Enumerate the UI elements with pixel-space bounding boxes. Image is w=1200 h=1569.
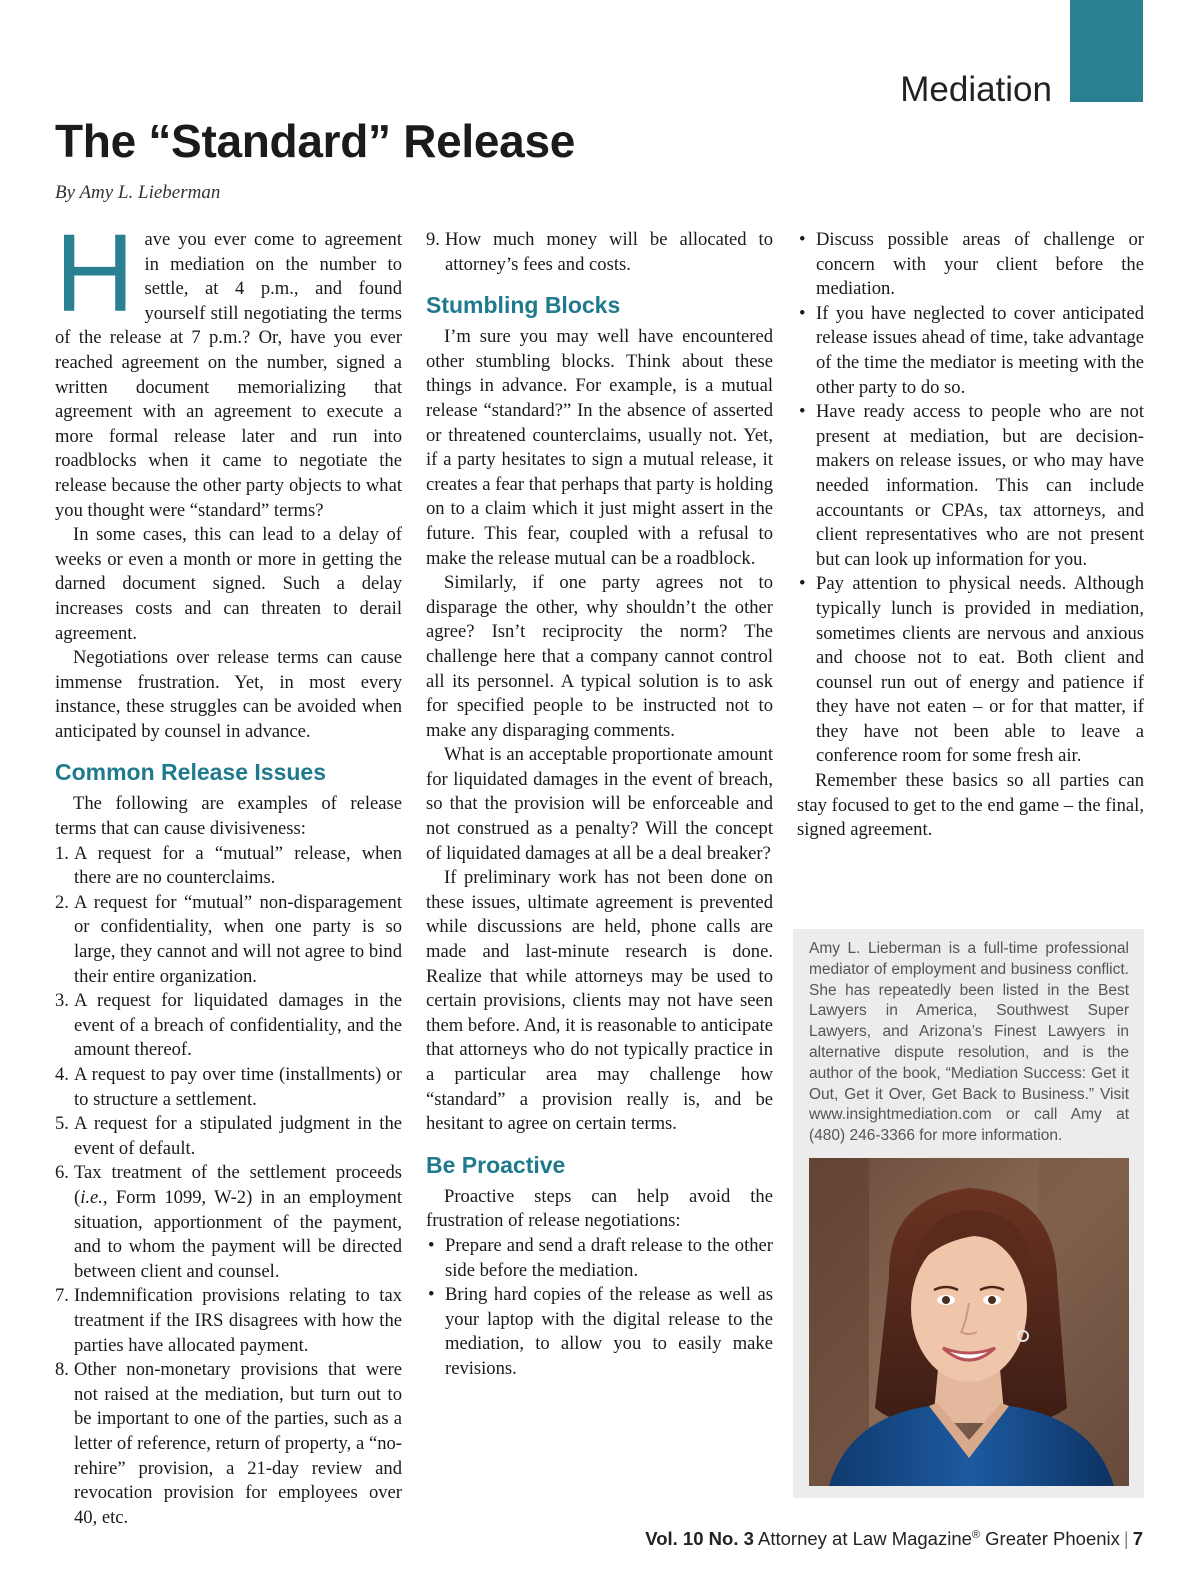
list-number: 9.	[426, 229, 440, 250]
release-issues-list	[55, 842, 402, 1531]
list-item	[55, 989, 402, 1063]
paragraph: In some cases, this can lead to a delay of weeks or even a month or more in getting the darned document signed. Such a delay increases costs and can threaten to derail agreement.	[55, 524, 402, 644]
list-number: 2.	[55, 891, 69, 913]
footer-separator: |	[1123, 1528, 1129, 1549]
registered-mark: ®	[971, 1528, 981, 1541]
bullet-icon: •	[799, 302, 806, 324]
list-item-text: A request for a stipulated judgment in the event of default.	[74, 1113, 402, 1159]
list-item-text: How much money will be allocated to attorney’s fees and costs.	[445, 229, 773, 275]
bullet-icon: •	[428, 1234, 435, 1256]
intro-paragraph	[55, 212, 402, 523]
list-item	[55, 842, 402, 891]
list-item	[55, 1112, 402, 1161]
list-item-text: Form 1099, W-2) in an employment situation, apportionment of the payment, and to whom the payment will be directed between client and counsel.	[74, 1186, 402, 1282]
list-number: 3.	[55, 990, 69, 1012]
column-1	[55, 212, 402, 1530]
bullet-item	[426, 1283, 773, 1381]
section-heading-be-proactive: Be Proactive	[426, 1151, 566, 1178]
bullet-item	[797, 400, 1144, 572]
bullet-icon: •	[799, 401, 806, 423]
bullet-item	[797, 572, 1144, 769]
list-item-text: Other non-monetary provisions that were not raised at the mediation, but turn out to be important to one of the parties, such as a letter of reference, return of property, a “no-rehire” provision, a 21-day review and revocation provision for employees over 40, etc.	[74, 1359, 402, 1528]
list-item	[55, 1358, 402, 1530]
list-item-text: A request for liquidated damages in the event of a breach of confidentiality, and the amount thereof.	[74, 990, 402, 1061]
list-item-text: A request for a “mutual” release, when there are no counterclaims.	[74, 842, 402, 889]
footer-magazine: Attorney at Law Magazine	[758, 1528, 972, 1549]
bullet-icon: •	[799, 573, 806, 595]
list-number: 4.	[55, 1064, 69, 1085]
list-number: 1.	[55, 842, 69, 864]
bullet-text: If you have neglected to cover anticipated release issues ahead of time, take advantage of the time the mediator is meeting with the other party to do so.	[816, 302, 1144, 398]
paragraph: Similarly, if one party agrees not to disparage the other, why shouldn’t the other agree? Isn’t reciprocity the norm? The challenge here that a company cannot control all its personnel. A typical solution is to ask for specified people to be instructed not to make any disparaging comments.	[426, 572, 773, 741]
list-item-text: A request to pay over time (installments) or to structure a settlement.	[74, 1064, 402, 1110]
bullet-item	[426, 1234, 773, 1283]
list-item	[55, 891, 402, 989]
paragraph: What is an acceptable proportionate amount for liquidated damages in the event of breach, so that the provision will be enforceable and not construed as a penalty? Will the concept of liquidated damages at all be a deal breaker?	[426, 744, 773, 864]
list-number: 8.	[55, 1359, 69, 1381]
bullet-text: Prepare and send a draft release to the other side before the mediation.	[445, 1234, 773, 1281]
paragraph: Proactive steps can help avoid the frustration of release negotiations:	[426, 1185, 773, 1232]
footer-volume: Vol. 10 No. 3	[645, 1528, 754, 1549]
list-number: 5.	[55, 1113, 69, 1135]
drop-cap: H	[55, 212, 135, 335]
page-number: 7	[1132, 1528, 1143, 1549]
closing-paragraph: Remember these basics so all parties can stay focused to get to the end game – the final, signed agreement.	[797, 770, 1144, 841]
list-item-text: Tax treatment of the settlement proceeds (	[74, 1162, 402, 1208]
list-item	[55, 1161, 402, 1284]
paragraph: I’m sure you may well have encountered other stumbling blocks. Think about these things in advance. For example, is a mutual release “standard?” In the absence of asserted or threatened counterclaims, usually not. Yet, if a party hesitates to sign a mutual release, it creates a fear that perhaps that party is holding on to a claim which it just might assert in the future. This fear, coupled with a refusal to make the release mutual can be a roadblock.	[426, 326, 773, 569]
page-footer	[645, 1528, 1143, 1550]
bullet-text: Have ready access to people who are not present at mediation, but are decision-makers on release issues, or who may have needed information. This can include accountants or CPAs, tax attorneys, and client representatives who are not present but can look up information for you.	[816, 401, 1144, 570]
list-item-emphasis: i.e.,	[80, 1186, 108, 1208]
bullet-text: Discuss possible areas of challenge or concern with your client before the mediation.	[816, 229, 1144, 300]
section-label: Mediation	[900, 70, 1052, 109]
bullet-icon: •	[428, 1284, 435, 1306]
list-item	[55, 1063, 402, 1112]
list-item-text: Indemnification provisions relating to tax treatment if the IRS disagrees with how the parties have allocated payment.	[74, 1285, 402, 1356]
author-bio-box	[793, 929, 1144, 1498]
list-item	[55, 1284, 402, 1358]
bullet-text: Pay attention to physical needs. Although typically lunch is provided in mediation, sometimes clients are nervous and anxious and choose not to eat. Both client and counsel run out of energy and patience if they have not eaten – or for that matter, if they have not been able to leave a conference room for some fresh air.	[816, 573, 1144, 767]
release-issues-list-continued	[426, 228, 773, 277]
column-2	[426, 228, 773, 1382]
byline: By Amy L. Lieberman	[55, 182, 221, 203]
proactive-steps-list	[426, 1234, 773, 1382]
author-headshot	[809, 1158, 1129, 1486]
bullet-item	[797, 228, 1144, 302]
proactive-steps-list-continued	[797, 228, 1144, 769]
section-heading-stumbling-blocks: Stumbling Blocks	[426, 292, 621, 319]
bullet-text: Bring hard copies of the release as well as your laptop with the digital release to the mediation, to allow you to easily make revisions.	[445, 1284, 773, 1379]
paragraph: Negotiations over release terms can cause immense frustration. Yet, in most every instance, these struggles can be avoided when anticipated by counsel in advance.	[55, 647, 402, 742]
bullet-icon: •	[799, 229, 806, 250]
section-heading-common-release-issues: Common Release Issues	[55, 759, 327, 786]
paragraph: If preliminary work has not been done on these issues, ultimate agreement is prevented while discussions are held, phone calls are made and last-minute research is done. Realize that while attorneys may be used to certain provisions, clients may not have seen them before. And, it is reasonable to anticipate that attorneys who do not typically practice in a particular area may challenge how “standard” a provision really is, and be hesitant to agree on certain terms.	[426, 867, 773, 1135]
list-number: 7.	[55, 1285, 69, 1307]
author-bio-text: Amy L. Lieberman is a full-time professional mediator of employment and business conflict. She has repeatedly been listed in the Best Lawyers in America, Southwest Super Lawyers, and Arizona’s Finest Lawyers in alternative dispute resolution, and is the author of the book, “Mediation Success: Get it Out, Get it Over, Get Back to Business.” Visit www.insightmediation.com or call Amy at (480) 246-3366 for more information.	[809, 940, 1129, 1145]
bullet-item	[797, 302, 1144, 400]
list-item-text: A request for “mutual” non-disparagement or confidentiality, when one party is so large, they cannot and will not agree to bind their entire organization.	[74, 891, 402, 987]
column-3	[797, 228, 1144, 843]
section-tab-block	[1070, 0, 1143, 102]
list-item	[426, 228, 773, 277]
paragraph: The following are examples of release terms that can cause divisiveness:	[55, 793, 402, 840]
article-title: The “Standard” Release	[55, 115, 576, 167]
footer-region: Greater Phoenix	[985, 1528, 1120, 1549]
list-number: 6.	[55, 1162, 69, 1184]
intro-text: ave you ever come to agreement in mediation on the number to settle, at 4 p.m., and found yourself still negotiating the terms of the release at 7 p.m.? Or, have you ever reached agreement on the number, signed a written document memorializing that agreement with an agreement to execute a more formal release later and run into roadblocks when it came to negotiate the release because the other party objects to what you thought were “standard” terms?	[55, 229, 402, 521]
